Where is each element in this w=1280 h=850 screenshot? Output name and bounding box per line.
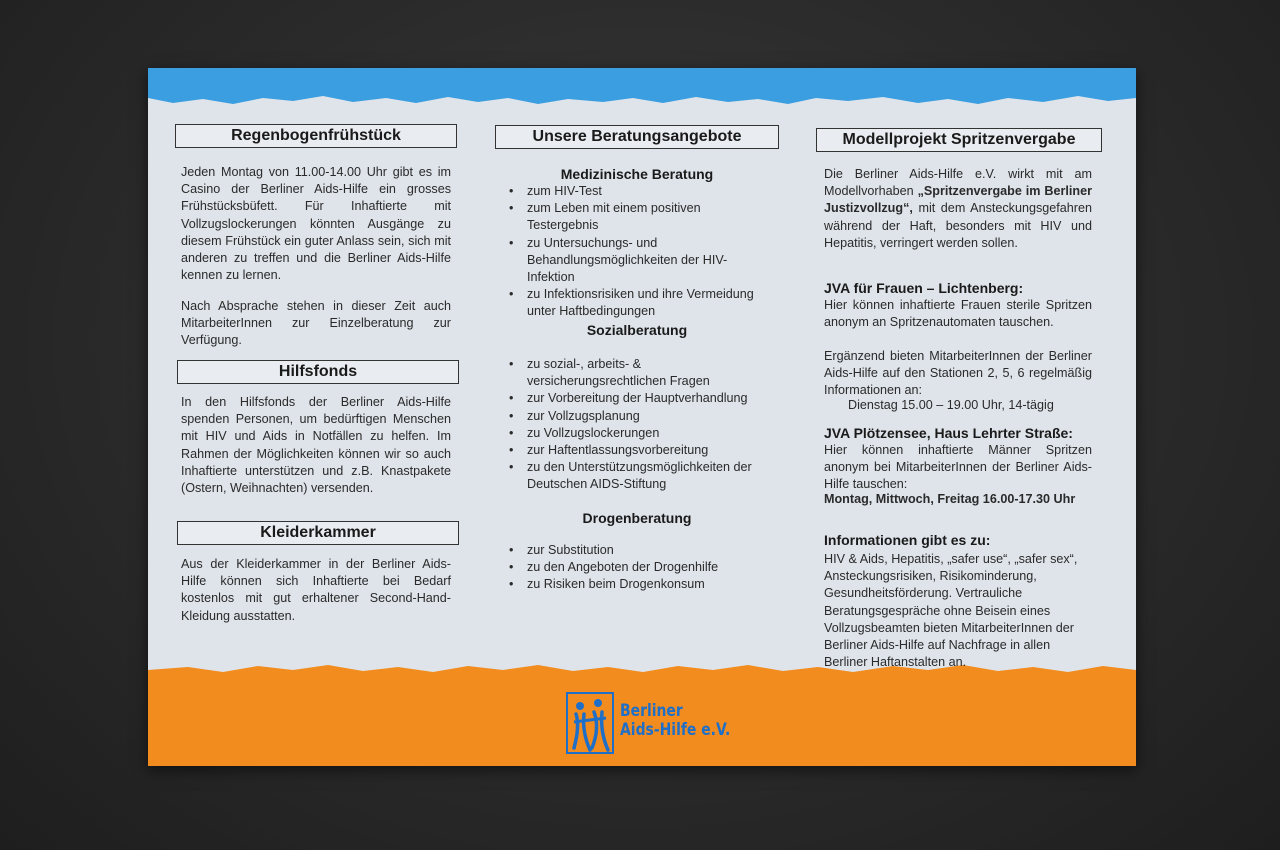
- list-item: • zu Vollzugslockerungen: [505, 425, 769, 442]
- paragraph-stationen: Ergänzend bieten MitarbeiterInnen der Berliner Aids-Hilfe auf den Stationen 2, 5, 6 regelmäßig Informationen an:: [824, 349, 1092, 398]
- paragraph-hilfsfonds: In den Hilfsfonds der Berliner Aids-Hilfe spenden Personen, um bedürftigen Menschen mit HIV und Aids in Notfällen zu helfen. Im Rahmen der Möglichkeiten können wir so auch Inhaftierte unterstützen und z.B. Knastpakete (Ostern, Weihnachten) versenden.: [181, 395, 451, 496]
- top-blue-band: [148, 68, 1136, 116]
- subheading-drogenberatung: Drogenberatung: [582, 510, 692, 526]
- subheading-sozialberatung: Sozialberatung: [586, 322, 688, 338]
- subheading-medizinische-beratung: Medizinische Beratung: [560, 166, 714, 182]
- heading-kleiderkammer: Kleiderkammer: [177, 521, 459, 545]
- list-item: • zu den Unterstützungsmöglichkeiten der Deutschen AIDS-Stiftung: [505, 459, 769, 493]
- logo-text: [620, 702, 730, 740]
- list-item: • zu Risiken beim Drogenkonsum: [505, 576, 769, 593]
- list-medizinische-beratung: [505, 183, 769, 321]
- list-item: • zu Infektionsrisiken und ihre Vermeidung unter Haftbedingungen: [505, 286, 769, 320]
- list-item: • zur Vorbereitung der Hauptverhandlung: [505, 390, 769, 407]
- paragraph-absprache: Nach Absprache stehen in dieser Zeit auch MitarbeiterInnen zur Einzelberatung zur Verfügung.: [181, 299, 451, 348]
- text-dienstag-termin: Dienstag 15.00 – 19.00 Uhr, 14-tägig: [848, 398, 1054, 412]
- heading-regenbogenfruehstueck: Regenbogenfrühstück: [175, 124, 457, 148]
- paragraph-modellvorhaben: [824, 166, 1092, 252]
- list-item: • zum HIV-Test: [505, 183, 769, 200]
- paragraph-fruehstueck: Jeden Montag von 11.00-14.00 Uhr gibt es im Casino der Berliner Aids-Hilfe ein grosses Frühstücksbüfett. Für Inhaftierte mit Vollzugslockerungen könnten Ausgänge zu diesem Frühstück ein guter Anlass sein, sich mit anderen zu treffen und die Berliner Aids-Hilfe kennen zu lernen.: [181, 165, 451, 283]
- text-modellvorhaben-rest: mit dem Ansteckungsgefahren während der Haft, besonders mit HIV und Hepatitis, verringert werden sollen.: [824, 201, 1093, 250]
- flyer: [148, 68, 1136, 766]
- heading-spritzenvergabe: Modellprojekt Spritzenvergabe: [816, 128, 1102, 152]
- list-item: • zur Haftentlassungsvorbereitung: [505, 442, 769, 459]
- heading-jva-ploetzensee: JVA Plötzensee, Haus Lehrter Straße:: [824, 425, 1073, 441]
- list-item: • zu Untersuchungs- und Behandlungsmöglichkeiten der HIV-Infektion: [505, 235, 769, 287]
- berliner-aids-hilfe-logo-icon: [566, 692, 614, 754]
- heading-beratungsangebote: Unsere Beratungsangebote: [495, 125, 779, 149]
- list-item: • zur Substitution: [505, 542, 769, 559]
- heading-jva-frauen: JVA für Frauen – Lichtenberg:: [824, 280, 1024, 296]
- paragraph-jva-frauen: Hier können inhaftierte Frauen sterile Spritzen anonym an Spritzenautomaten tauschen.: [824, 298, 1092, 330]
- logo-text-line1: Berliner: [620, 701, 683, 721]
- paragraph-jva-ploetzensee: Hier können inhaftierte Männer Spritzen anonym bei MitarbeiterInnen der Berliner Aids-Hilfe tauschen:: [824, 443, 1092, 492]
- text-modellvorhaben-title: „Spritzenvergabe im Berliner Justizvollzug“,: [824, 184, 1092, 216]
- logo-text-line2: Aids-Hilfe e.V.: [620, 720, 731, 740]
- paragraph-kleiderkammer: Aus der Kleiderkammer in der Berliner Aids-Hilfe können sich Inhaftierte bei Bedarf kostenlos mit gut erhaltener Second-Hand-Kleidung ausstatten.: [181, 557, 451, 623]
- list-item: • zu sozial-, arbeits- & versicherungsrechtlichen Fragen: [505, 356, 769, 390]
- list-drogenberatung: [505, 542, 769, 594]
- list-sozialberatung: [505, 356, 769, 494]
- list-item: • zum Leben mit einem positiven Testergebnis: [505, 200, 769, 234]
- heading-informationen: Informationen gibt es zu:: [824, 532, 991, 548]
- heading-hilfsfonds: Hilfsfonds: [177, 360, 459, 384]
- berliner-aids-hilfe-logo: [566, 692, 736, 754]
- paragraph-informationen: HIV & Aids, Hepatitis, „safer use“, „safer sex“, Ansteckungsrisiken, Risikominderung, Gesundheitsförderung. Vertrauliche Beratungsgespräche ohne Beisein eines Vollzugsbeamten bieten MitarbeiterInnen der Berliner Aids-Hilfe auf Nachfrage in allen Berliner Haftanstalten an.: [824, 552, 1078, 670]
- text-modellvorhaben-intro: Die Berliner Aids-Hilfe e.V. wirkt mit am Modellvorhaben: [824, 167, 1092, 199]
- list-item: • zu den Angeboten der Drogenhilfe: [505, 559, 769, 576]
- text-ploetzensee-termin: Montag, Mittwoch, Freitag 16.00-17.30 Uhr: [824, 492, 1076, 506]
- list-item: • zur Vollzugsplanung: [505, 408, 769, 425]
